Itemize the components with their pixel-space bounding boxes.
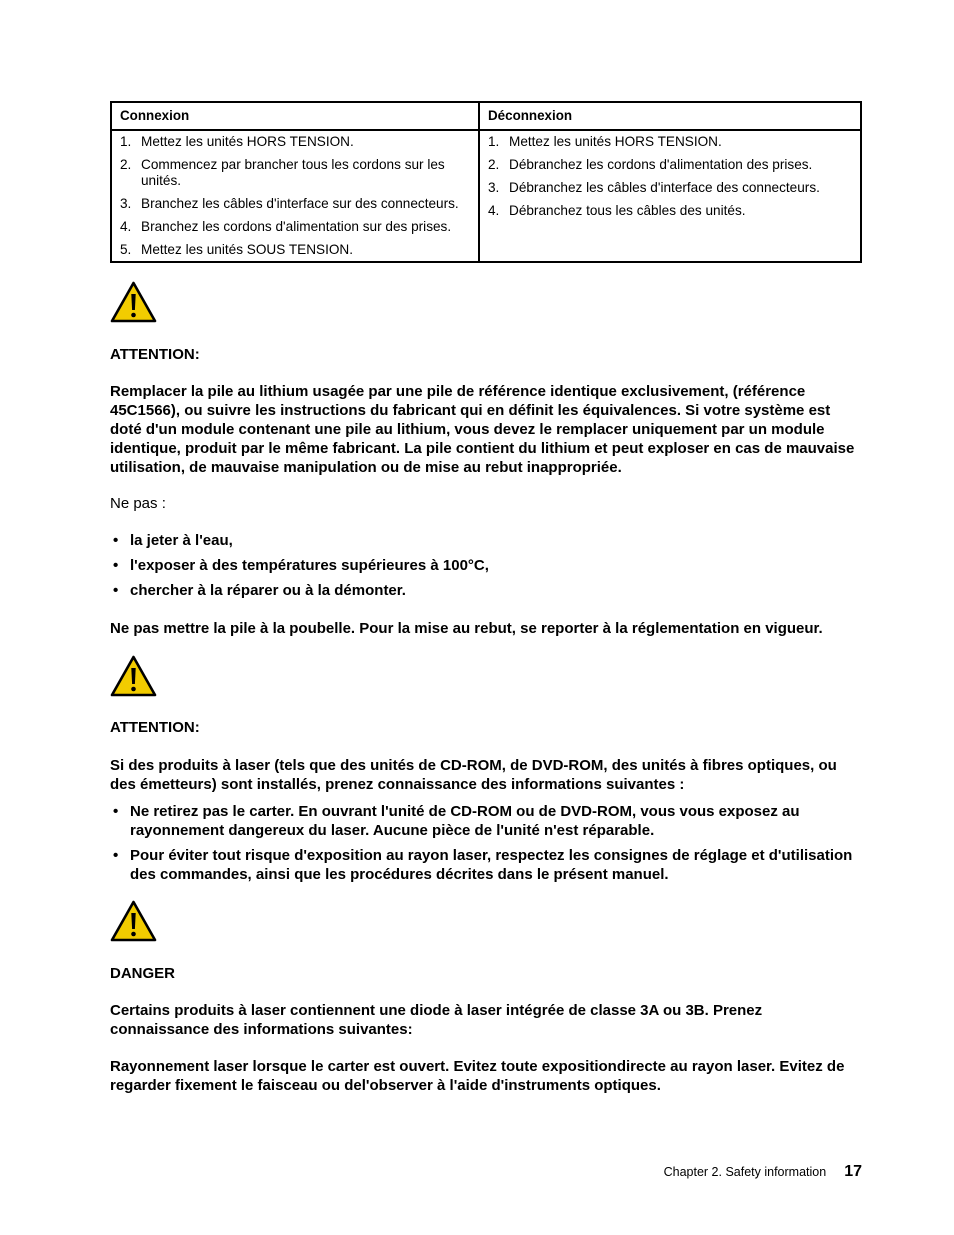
list-item bbox=[120, 219, 470, 235]
step-text: Débranchez les cordons d'alimentation des prises. bbox=[509, 157, 813, 172]
section1-paragraph: Remplacer la pile au lithium usagée par une pile de référence identique exclusivement, (référence 45C1566), ou suivre les instructions du fabricant qui en définit les équivalences. Si votre système est doté d'un module contenant une pile au lithium, vous devez le remplacer uniquement par un module identique, produit par le même fabricant. La pile contient du lithium et peut exploser en cas de mauvaise utilisation, de mauvaise manipulation ou de mise au rebut inappropriée. bbox=[110, 383, 855, 476]
connexion-steps bbox=[120, 134, 470, 258]
warning-triangle-icon bbox=[110, 281, 157, 323]
section3-heading: DANGER bbox=[110, 965, 176, 982]
step-number: 3. bbox=[120, 196, 132, 211]
list-item bbox=[120, 196, 470, 212]
section2-heading: ATTENTION: bbox=[110, 719, 200, 736]
list-item bbox=[120, 157, 470, 189]
connection-table bbox=[110, 101, 862, 263]
list-item: • l'exposer à des températures supérieures à 100°C, bbox=[110, 556, 864, 575]
step-number: 1. bbox=[488, 134, 500, 149]
chapter-label: Chapter 2. Safety information bbox=[663, 1165, 827, 1179]
step-text: Branchez les câbles d'interface sur des connecteurs. bbox=[141, 196, 459, 211]
section2-bullets bbox=[110, 802, 864, 890]
step-number: 2. bbox=[120, 157, 132, 172]
list-item bbox=[488, 180, 852, 196]
list-item bbox=[488, 157, 852, 173]
step-number: 1. bbox=[120, 134, 132, 149]
step-number: 4. bbox=[488, 203, 500, 218]
warning-triangle-icon bbox=[110, 900, 157, 942]
page-number: 17 bbox=[844, 1163, 862, 1180]
header-deconnexion: Déconnexion bbox=[479, 102, 861, 130]
list-item bbox=[488, 134, 852, 150]
connexion-cell bbox=[111, 130, 479, 262]
section1-heading: ATTENTION: bbox=[110, 346, 200, 363]
section1-bullets bbox=[110, 531, 864, 606]
list-item bbox=[488, 203, 852, 219]
list-item bbox=[120, 134, 470, 150]
page-footer bbox=[664, 1163, 862, 1181]
warning-triangle-icon bbox=[110, 655, 157, 697]
step-number: 2. bbox=[488, 157, 500, 172]
deconnexion-steps bbox=[488, 134, 852, 219]
step-text: Mettez les unités HORS TENSION. bbox=[509, 134, 722, 149]
ne-pas-text: Ne pas : bbox=[110, 495, 166, 512]
list-item bbox=[120, 242, 470, 258]
step-number: 3. bbox=[488, 180, 500, 195]
step-text: Commencez par brancher tous les cordons sur les unités. bbox=[141, 157, 445, 188]
section2-intro: Si des produits à laser (tels que des unités de CD-ROM, de DVD-ROM, des unités à fibres optiques, ou des émetteurs) sont installés, prenez connaissance des informations suivantes : bbox=[110, 757, 837, 793]
list-item: • chercher à la réparer ou à la démonter. bbox=[110, 581, 864, 600]
step-number: 5. bbox=[120, 242, 132, 257]
header-connexion: Connexion bbox=[111, 102, 479, 130]
list-item: • Pour éviter tout risque d'exposition au rayon laser, respectez les consignes de réglage et d'utilisation des commandes, ainsi que les procédures décrites dans le présent manuel. bbox=[110, 846, 864, 884]
step-text: Branchez les cordons d'alimentation sur des prises. bbox=[141, 219, 452, 234]
step-text: Mettez les unités SOUS TENSION. bbox=[141, 242, 354, 257]
step-text: Débranchez tous les câbles des unités. bbox=[509, 203, 746, 218]
step-text: Mettez les unités HORS TENSION. bbox=[141, 134, 354, 149]
list-item: • Ne retirez pas le carter. En ouvrant l'unité de CD-ROM ou de DVD-ROM, vous vous exposez au rayonnement dangereux du laser. Aucune pièce de l'unité n'est réparable. bbox=[110, 802, 864, 840]
deconnexion-cell bbox=[479, 130, 861, 262]
step-text: Débranchez les câbles d'interface des connecteurs. bbox=[509, 180, 820, 195]
section3-paragraph1: Certains produits à laser contiennent une diode à laser intégrée de classe 3A ou 3B. Prenez connaissance des informations suivantes: bbox=[110, 1002, 763, 1038]
step-number: 4. bbox=[120, 219, 132, 234]
section3-paragraph2: Rayonnement laser lorsque le carter est ouvert. Evitez toute expositiondirecte au rayon laser. Evitez de regarder fixement le faisceau ou del'observer à l'aide d'instruments optiques. bbox=[110, 1058, 845, 1094]
list-item: • la jeter à l'eau, bbox=[110, 531, 864, 550]
section1-closing: Ne pas mettre la pile à la poubelle. Pour la mise au rebut, se reporter à la réglementation en vigueur. bbox=[110, 620, 823, 637]
